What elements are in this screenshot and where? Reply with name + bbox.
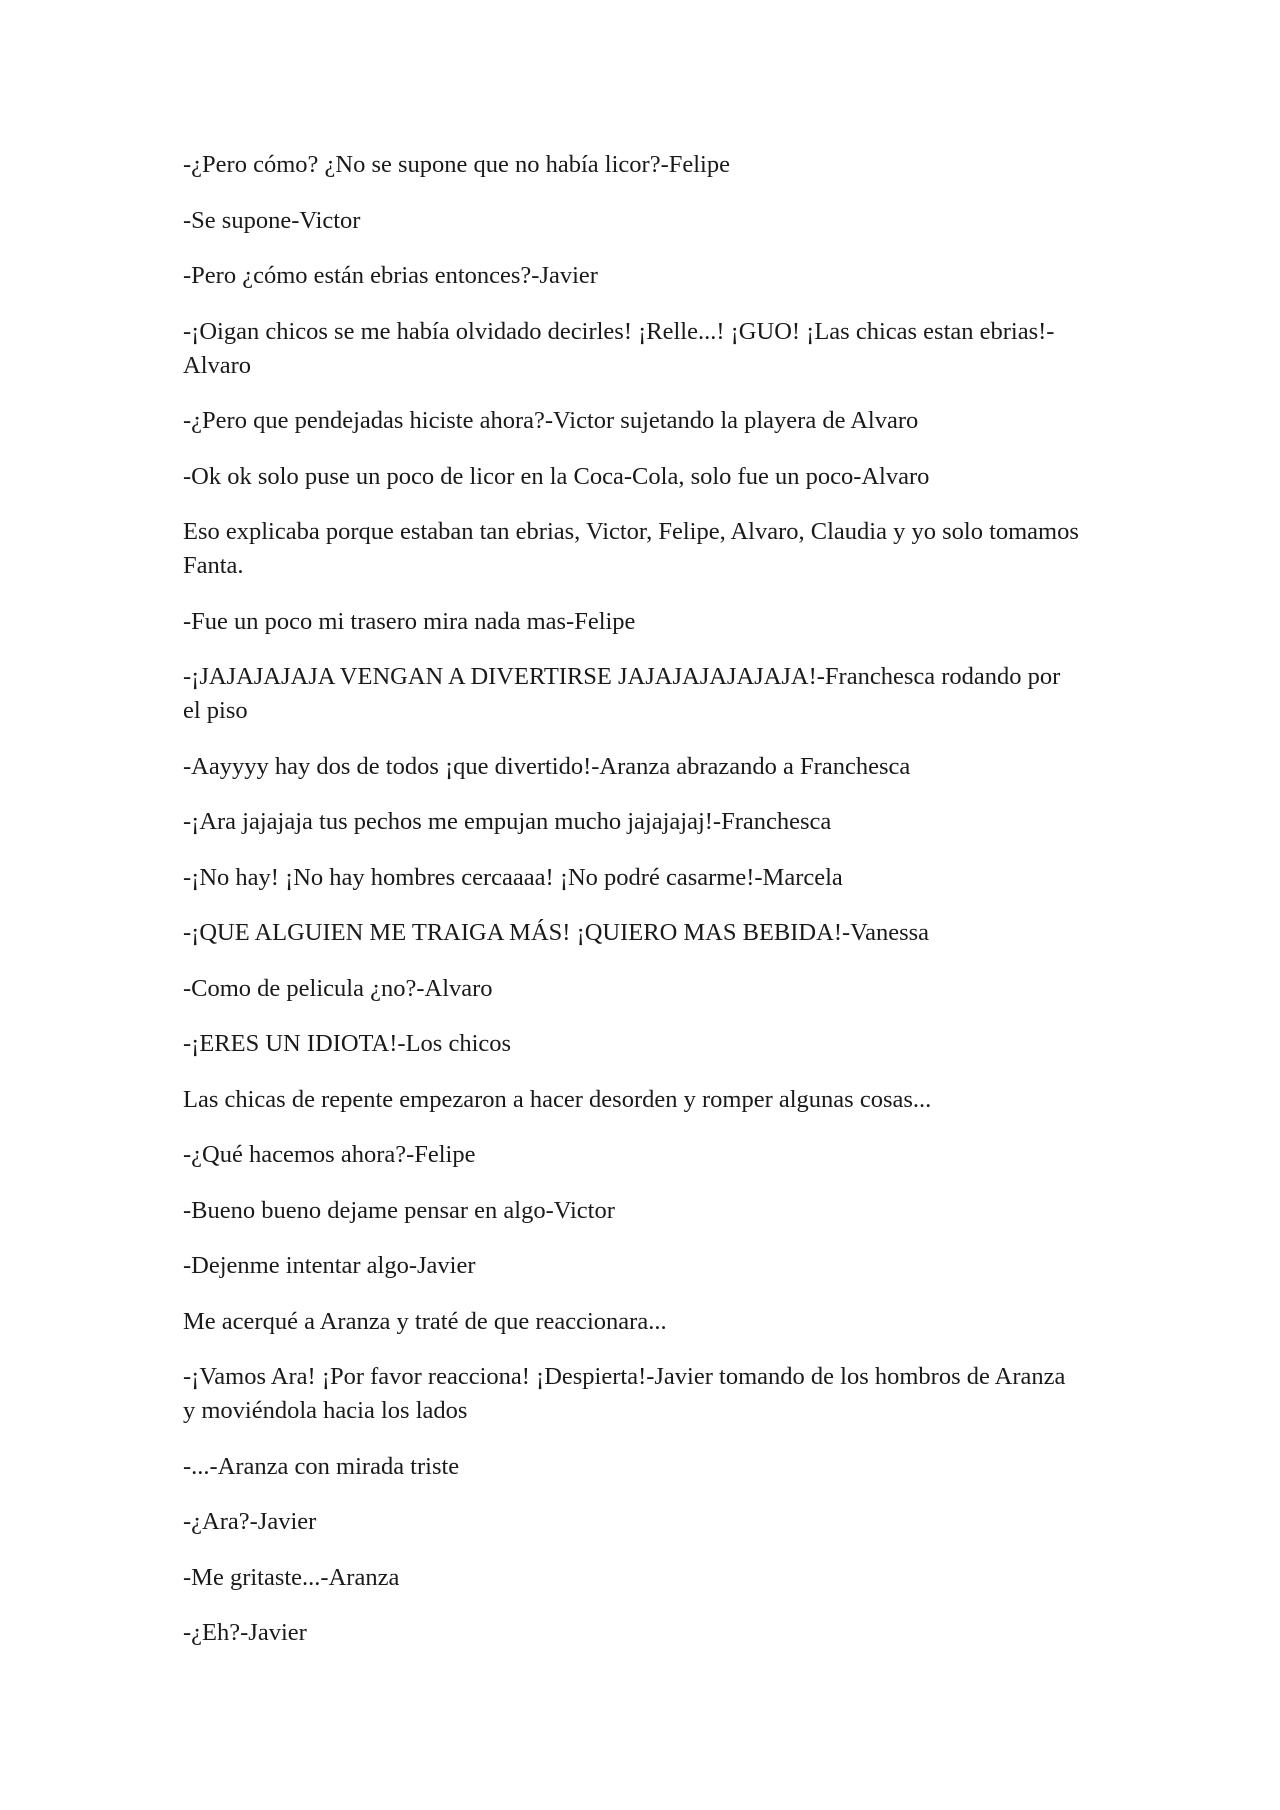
document-body xyxy=(183,148,1083,1672)
paragraph: -Bueno bueno dejame pensar en algo-Victor xyxy=(183,1196,615,1224)
paragraph: -¿Eh?-Javier xyxy=(183,1619,307,1646)
paragraph: -Pero ¿cómo están ebrias entonces?-Javier xyxy=(183,262,598,289)
paragraph: -¡No hay! ¡No hay hombres cercaaaa! ¡No podré casarme!-Marcela xyxy=(183,863,843,891)
paragraph: -¡QUE ALGUIEN ME TRAIGA MÁS! ¡QUIERO MAS BEBIDA!-Vanessa xyxy=(183,919,930,946)
paragraph: -...-Aranza con mirada triste xyxy=(183,1452,460,1480)
paragraph: -Se supone-Victor xyxy=(183,206,361,234)
paragraph: -¡Ara jajajaja tus pechos me empujan mucho jajajajaj!-Franchesca xyxy=(183,808,832,835)
paragraph: -Fue un poco mi trasero mira nada mas-Felipe xyxy=(183,607,636,635)
paragraph: -¡ERES UN IDIOTA!-Los chicos xyxy=(183,1030,512,1057)
paragraph: -¡Oigan chicos se me había olvidado decirles! ¡Relle...! ¡GUO! ¡Las chicas estan ebrias!-Alvaro xyxy=(183,317,1055,379)
paragraph: -Como de pelicula ¿no?-Alvaro xyxy=(183,974,493,1002)
paragraph: -¿Pero que pendejadas hiciste ahora?-Victor sujetando la playera de Alvaro xyxy=(183,407,919,434)
paragraph: -Dejenme intentar algo-Javier xyxy=(183,1252,476,1279)
paragraph: -Me gritaste...-Aranza xyxy=(183,1563,400,1591)
paragraph: Eso explicaba porque estaban tan ebrias, Victor, Felipe, Alvaro, Claudia y yo solo tomamos Fanta. xyxy=(183,518,1079,579)
paragraph: -¿Qué hacemos ahora?-Felipe xyxy=(183,1141,476,1168)
paragraph: -Aayyyy hay dos de todos ¡que divertido!-Aranza abrazando a Franchesca xyxy=(183,752,911,780)
paragraph: -¿Pero cómo? ¿No se supone que no había licor?-Felipe xyxy=(183,151,730,178)
paragraph: -¡Vamos Ara! ¡Por favor reacciona! ¡Despierta!-Javier tomando de los hombros de Aranza y moviéndola hacia los lados xyxy=(183,1363,1066,1424)
paragraph: Me acerqué a Aranza y traté de que reaccionara... xyxy=(183,1307,667,1335)
paragraph: -Ok ok solo puse un poco de licor en la Coca-Cola, solo fue un poco-Alvaro xyxy=(183,462,930,490)
paragraph: Las chicas de repente empezaron a hacer desorden y romper algunas cosas... xyxy=(183,1085,932,1113)
paragraph: -¡JAJAJAJAJA VENGAN A DIVERTIRSE JAJAJAJAJAJAJA!-Franchesca rodando por el piso xyxy=(183,663,1061,724)
paragraph: -¿Ara?-Javier xyxy=(183,1508,317,1535)
